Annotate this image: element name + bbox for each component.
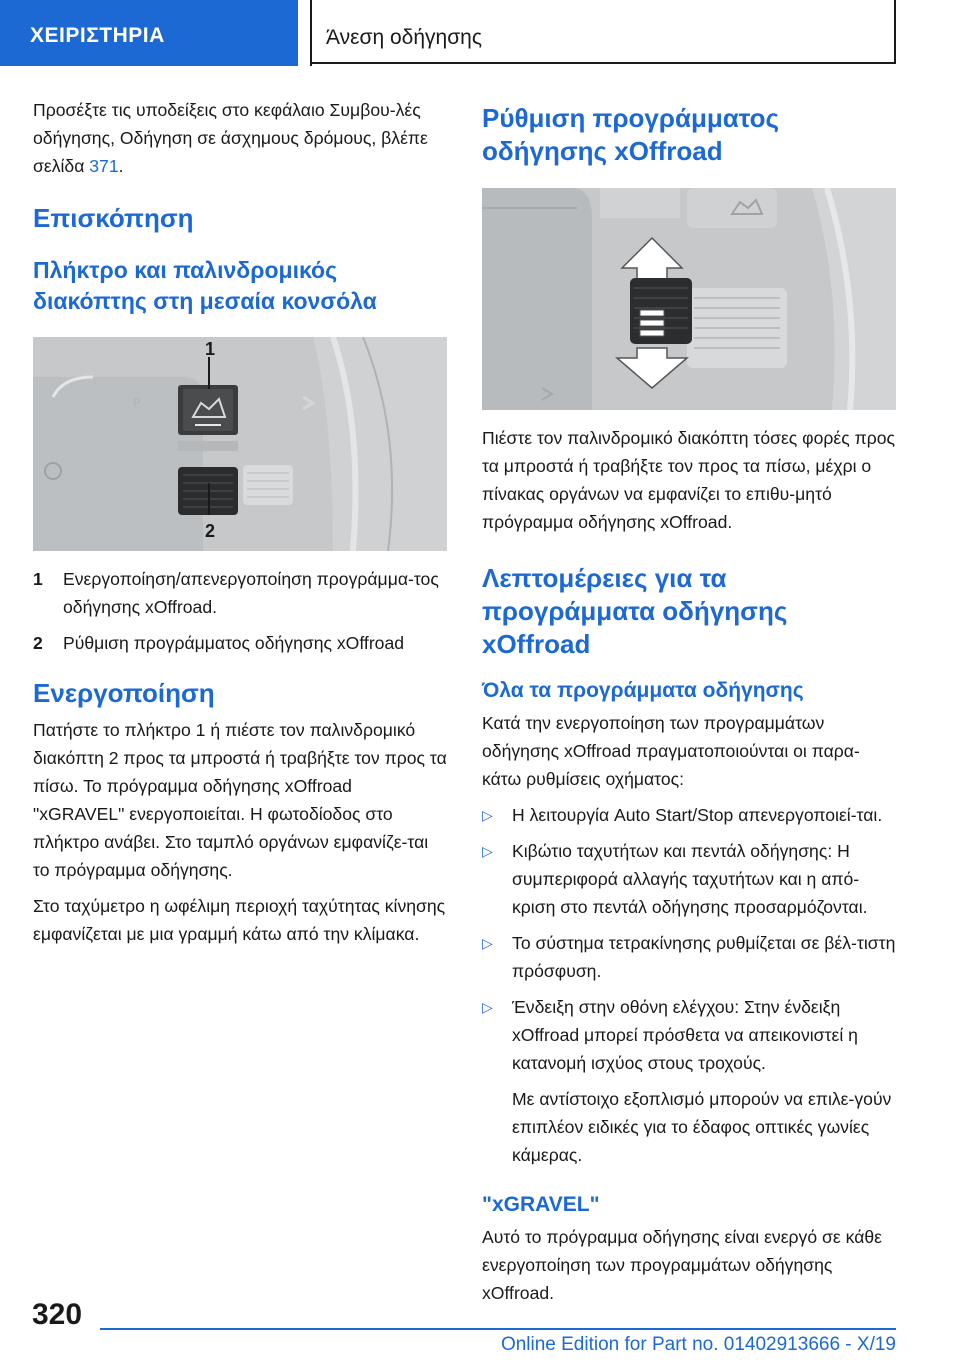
right-column — [482, 96, 896, 1315]
overview-heading: Επισκόπηση — [33, 203, 194, 233]
page-number: 320 — [32, 1298, 83, 1331]
setting-paragraph: Πιέστε τον παλινδρομικό διακόπτη τόσες φορές προς τα μπροστά ή τραβήξτε τον προς τα πίσω, μέχρι ο πίνακας οργάνων να εμφανίζει το επιθυ-μητό πρόγραμμα οδήγησης xOffroad. — [482, 428, 895, 532]
rocker-switch-figure — [482, 188, 896, 410]
speedometer-paragraph: Στο ταχύμετρο η ωφέλιμη περιοχή ταχύτητας κίνησης εμφανίζεται με μια γραμμή κάτω από την κλίμακα. — [33, 896, 446, 944]
settings-bullet-list — [482, 801, 896, 1169]
camera-note: Με αντίστοιχο εξοπλισμό μπορούν να επιλε-γούν επιπλέον ειδικές για το έδαφος οπτικές γωνίες κάμερας. — [512, 1089, 892, 1165]
console-heading: Πλήκτρο και παλινδρομικός διακόπτης στη μεσαία κονσόλα — [33, 257, 377, 314]
list-item: 2 Ρύθμιση προγράμματος οδήγησης xOffroad — [33, 633, 405, 653]
triangle-bullet-icon: ▷ — [482, 999, 493, 1015]
list-item: 1 Ενεργοποίηση/απενεργοποίηση προγράμμα-τος οδήγησης xOffroad. — [33, 569, 439, 617]
setting-heading: Ρύθμιση προγράμματος οδήγησης xOffroad — [482, 103, 780, 166]
activation-paragraph: Πατήστε το πλήκτρο 1 ή πιέστε τον παλινδρομικό διακόπτη 2 προς τα μπροστά ή τραβήξτε τον προς τα πίσω. Το πρόγραμμα οδήγησης xOffroad "xGRAVEL" ενεργοποιείται. Η φωτοδίοδος στο πλήκτρο ανάβει. Στο ταμπλό οργάνων εμφανίζε-ται το πρόγραμμα οδήγησης. — [33, 720, 447, 880]
svg-text:P: P — [133, 396, 141, 410]
list-item: ▷ Η λειτουργία Auto Start/Stop απενεργοποιεί-ται. — [482, 801, 896, 829]
console-illustration — [33, 337, 447, 551]
list-item: ▷ Κιβώτιο ταχυτήτων και πεντάλ οδήγησης: Η συμπεριφορά αλλαγής ταχυτήτων και η από-κριση στο πεντάλ οδήγησης προσαρμόζονται. — [482, 837, 896, 921]
footer-divider — [100, 1328, 896, 1330]
figure-label-1: 1 — [205, 339, 216, 359]
xgravel-heading: "xGRAVEL" — [482, 1193, 600, 1216]
left-column — [33, 96, 447, 956]
list-item: ▷ Το σύστημα τετρακίνησης ρυθμίζεται σε βέλ-τιστη πρόσφυση. — [482, 929, 896, 985]
figure-label-2: 2 — [205, 521, 216, 541]
activation-heading: Ενεργοποίηση — [33, 678, 215, 708]
triangle-bullet-icon: ▷ — [482, 807, 493, 823]
triangle-bullet-icon: ▷ — [482, 935, 493, 951]
xgravel-paragraph: Αυτό το πρόγραμμα οδήγησης είναι ενεργό σε κάθε ενεργοποίηση των προγραμμάτων οδήγησης xOffroad. — [482, 1227, 882, 1303]
page-header — [0, 0, 960, 66]
rocker-illustration — [482, 188, 896, 410]
intro-paragraph: Προσέξτε τις υποδείξεις στο κεφάλαιο Συμβου-λές οδήγησης, Οδήγηση σε άσχημους δρόμους, βλέπε σελίδα 371. — [33, 100, 428, 176]
section-tab: ΧΕΙΡΙΣΤΗΡΙΑ — [0, 0, 298, 66]
details-heading: Λεπτομέρειες για τα προγράμματα οδήγησης xOffroad — [482, 563, 788, 659]
chapter-title: Άνεση οδήγησης — [312, 0, 896, 64]
all-programs-heading: Όλα τα προγράμματα οδήγησης — [482, 679, 804, 702]
edition-footer: Online Edition for Part no. 01402913666 - X/19 — [500, 1334, 896, 1355]
list-item: ▷ Ένδειξη στην οθόνη ελέγχου: Στην ένδειξη xOffroad μπορεί πρόσθετα να απεικονιστεί η κατανομή ισχύος στους τροχούς. Με αντίστοιχο εξοπλισμό μπορούν να επιλε-γούν επιπλέον ειδικές για το έδαφος οπτικές γωνίες κάμερας. — [482, 993, 896, 1169]
all-programs-paragraph: Κατά την ενεργοποίηση των προγραμμάτων οδήγησης xOffroad πραγματοποιούνται οι παρα-κάτω ρυθμίσεις οχήματος: — [482, 713, 860, 789]
page-link[interactable]: 371 — [89, 156, 119, 176]
legend-list — [33, 565, 447, 657]
triangle-bullet-icon: ▷ — [482, 843, 493, 859]
console-button-figure — [33, 337, 447, 551]
